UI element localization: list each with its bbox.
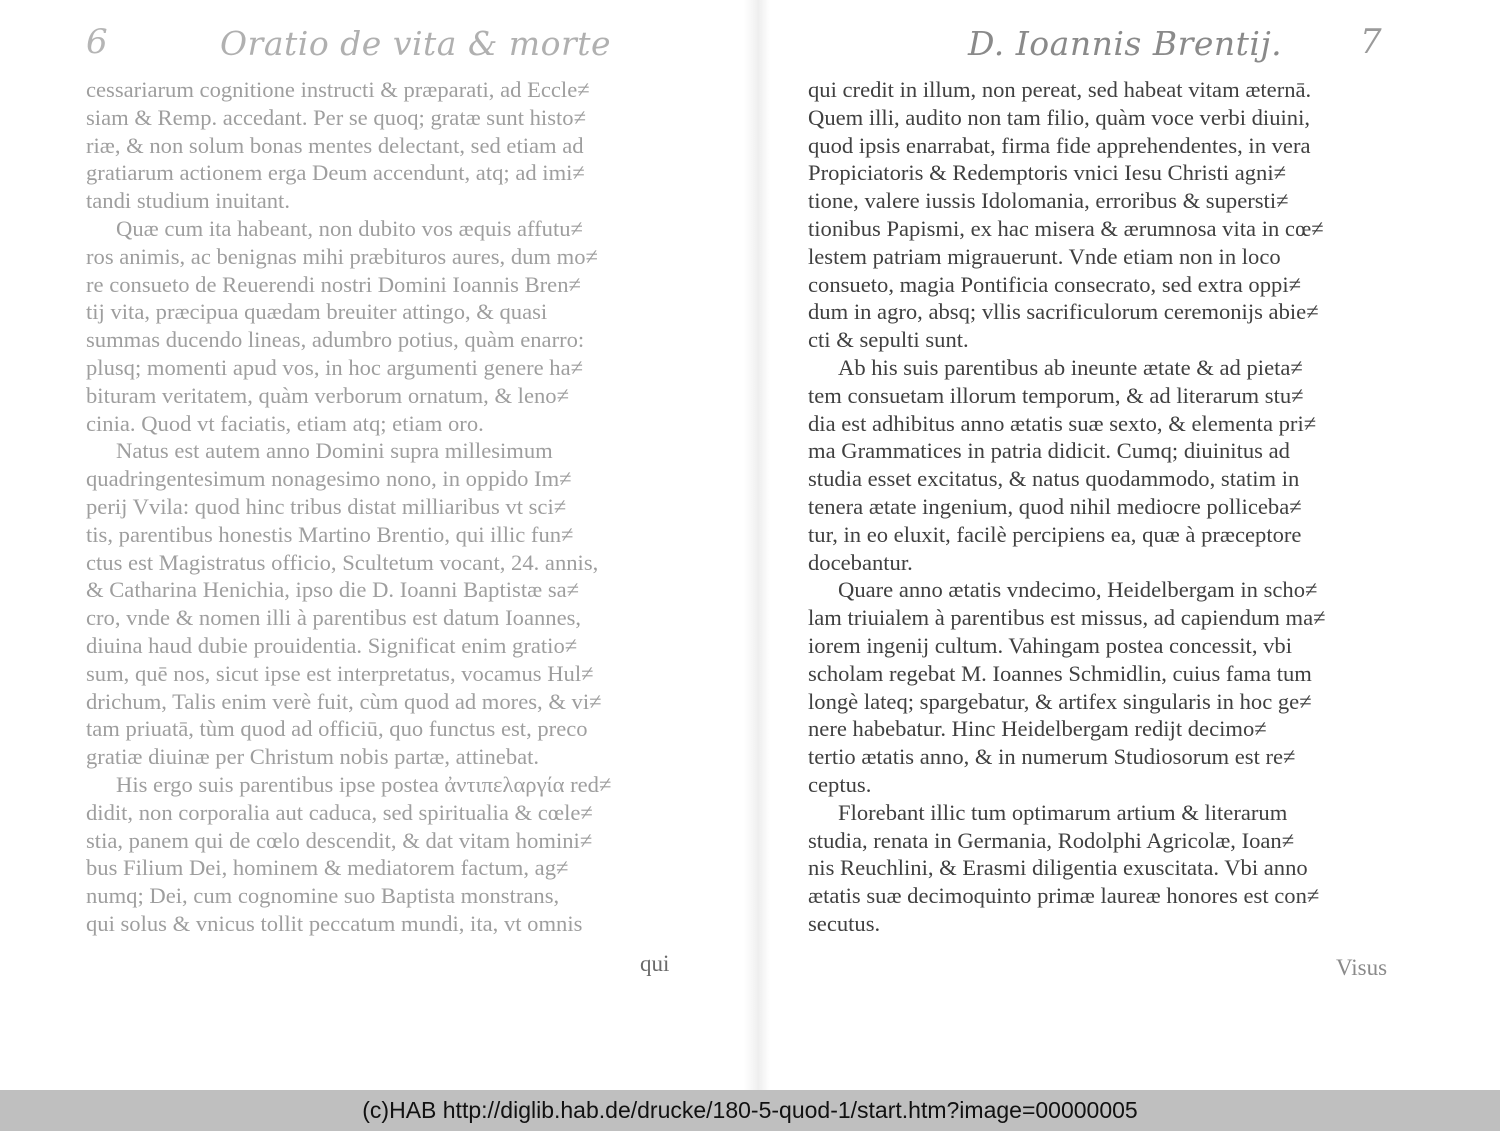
text-line: siam & Remp. accedant. Per se quoq; gratæ sunt histo≠ (86, 104, 586, 130)
text-line: ros animis, ac benignas mihi præbituros aures, dum mo≠ (86, 243, 598, 269)
text-line: Propiciatoris & Redemptoris vnici Iesu Christi agni≠ (808, 160, 1287, 186)
text-line: lestem patriam migrauerunt. Vnde etiam non in loco (808, 243, 1281, 269)
text-line: Quare anno ætatis vndecimo, Heidelbergam in scho≠ (838, 577, 1318, 603)
text-line: Natus est autem anno Domini supra millesimum (116, 438, 553, 464)
page-number: 6 (86, 22, 108, 62)
text-line: ceptus. (808, 771, 872, 797)
text-line: summas ducendo lineas, adumbro potius, quàm enarro: (86, 327, 585, 353)
text-line: dia est adhibitus anno ætatis suæ sexto, & elementa pri≠ (808, 410, 1317, 436)
text-line: drichum, Talis enim verè fuit, cùm quod ad mores, & vi≠ (86, 688, 602, 714)
text-line: cti & sepulti sunt. (808, 327, 969, 353)
text-line: cinia. Quod vt faciatis, etiam atq; etiam oro. (86, 410, 484, 436)
text-line: & Catharina Henichia, ipso die D. Ioanni Baptistæ sa≠ (86, 577, 580, 603)
text-line: secutus. (808, 910, 881, 936)
body-text (808, 76, 1448, 938)
text-line: ma Grammatices in patria didicit. Cumq; diuinitus ad (808, 438, 1290, 464)
text-line: tam priuatā, tùm quod ad officiū, quo functus est, preco (86, 716, 588, 742)
text-line: Quæ cum ita habeant, non dubito vos æquis affutu≠ (116, 215, 583, 241)
body-text (86, 76, 686, 938)
text-line: bus Filium Dei, hominem & mediatorem factum, ag≠ (86, 855, 569, 881)
text-line: tis, parentibus honestis Martino Brentio, qui illic fun≠ (86, 521, 574, 547)
text-line: Ab his suis parentibus ab ineunte ætate & ad pieta≠ (838, 354, 1303, 380)
copyright-footer (0, 1090, 1500, 1131)
text-line: re consueto de Reuerendi nostri Domini Ioannis Bren≠ (86, 271, 581, 297)
text-line: iorem ingenij cultum. Vahingam postea concessit, vbi (808, 632, 1292, 658)
text-line: scholam regebat M. Ioannes Schmidlin, cuius fama tum (808, 660, 1312, 686)
text-line: qui credit in illum, non pereat, sed habeat vitam æternā. (808, 77, 1312, 102)
text-line: nis Reuchlini, & Erasmi diligentia exuscitata. Vbi anno (808, 855, 1308, 881)
text-line: docebantur. (808, 549, 913, 575)
text-line: cro, vnde & nomen illi à parentibus est datum Ioannes, (86, 605, 582, 631)
text-line: qui solus & vnicus tollit peccatum mundi, ita, vt omnis (86, 910, 583, 936)
text-line: tij vita, præcipua quædam breuiter attingo, & quasi (86, 299, 548, 325)
text-line: consueto, magia Pontificia consecrato, sed extra oppi≠ (808, 271, 1301, 297)
text-line: cessariarum cognitione instructi & præparati, ad Eccle≠ (86, 77, 590, 102)
text-line: bituram veritatem, quàm verborum ornatum, & leno≠ (86, 382, 569, 408)
right-page (760, 0, 1500, 1090)
text-line: perij Vvila: quod hinc tribus distat milliaribus vt sci≠ (86, 493, 567, 519)
left-page (0, 0, 760, 1090)
text-line: didit, non corporalia aut caduca, sed spiritualia & cœle≠ (86, 799, 593, 825)
catchword: Visus (1336, 955, 1388, 980)
text-line: numq; Dei, cum cognomine suo Baptista monstrans, (86, 883, 560, 909)
text-line: studia esset excitatus, & natus quodammodo, statim in (808, 466, 1300, 492)
catchword: qui (640, 951, 670, 976)
text-line: riæ, & non solum bonas mentes delectant, sed etiam ad (86, 132, 584, 158)
text-line: quadringentesimum nonagesimo nono, in oppido Im≠ (86, 466, 572, 492)
text-line: stia, panem qui de cœlo descendit, & dat vitam homini≠ (86, 827, 593, 853)
text-line: His ergo suis parentibus ipse postea ἀντιπελαργία red≠ (116, 771, 612, 797)
text-line: Quem illi, audito non tam filio, quàm voce verbi diuini, (808, 104, 1310, 130)
text-line: tione, valere iussis Idolomania, erroribus & supersti≠ (808, 188, 1289, 214)
text-line: diuina haud dubie prouidentia. Significat enim gratio≠ (86, 632, 578, 658)
text-line: gratiæ diuinæ per Christum nobis partæ, attinebat. (86, 744, 540, 770)
text-line: lam triuialem à parentibus est missus, ad capiendum ma≠ (808, 605, 1326, 631)
text-line: sum, quē nos, sicut ipse est interpretatus, vocamus Hul≠ (86, 660, 594, 686)
text-line: longè lateq; spargebatur, & artifex singularis in hoc ge≠ (808, 688, 1312, 714)
text-line: ctus est Magistratus officio, Scultetum vocant, 24. annis, (86, 549, 599, 575)
text-line: gratiarum actionem erga Deum accendunt, atq; ad imi≠ (86, 160, 585, 186)
running-head: D. Ioannis Brentij. (968, 24, 1283, 63)
text-line: Florebant illic tum optimarum artium & literarum (838, 799, 1288, 825)
text-line: tenera ætate ingenium, quod nihil mediocre polliceba≠ (808, 493, 1302, 519)
running-head: Oratio de vita & morte (220, 24, 612, 63)
text-line: tandi studium inuitant. (86, 188, 290, 214)
text-line: nere habebatur. Hinc Heidelbergam redijt decimo≠ (808, 716, 1267, 742)
text-line: quod ipsis enarrabat, firma fide apprehendentes, in vera (808, 132, 1311, 158)
text-line: dum in agro, absq; vllis sacrificulorum ceremonijs abie≠ (808, 299, 1319, 325)
text-line: tem consuetam illorum temporum, & ad literarum stu≠ (808, 382, 1304, 408)
text-line: tur, in eo eluxit, facilè percipiens ea, quæ à præceptore (808, 521, 1302, 547)
text-line: ætatis suæ decimoquinto primæ laureæ honores est con≠ (808, 883, 1320, 909)
text-line: studia, renata in Germania, Rodolphi Agricolæ, Ioan≠ (808, 827, 1295, 853)
page-number: 7 (1360, 22, 1382, 62)
source-url-text: (c)HAB http://diglib.hab.de/drucke/180-5-quod-1/start.htm?image=00000005 (362, 1097, 1138, 1123)
text-line: tertio ætatis anno, & in numerum Studiosorum est re≠ (808, 744, 1296, 770)
text-line: plusq; momenti apud vos, in hoc argumenti genere ha≠ (86, 354, 584, 380)
text-line: tionibus Papismi, ex hac misera & ærumnosa vita in cœ≠ (808, 215, 1324, 241)
